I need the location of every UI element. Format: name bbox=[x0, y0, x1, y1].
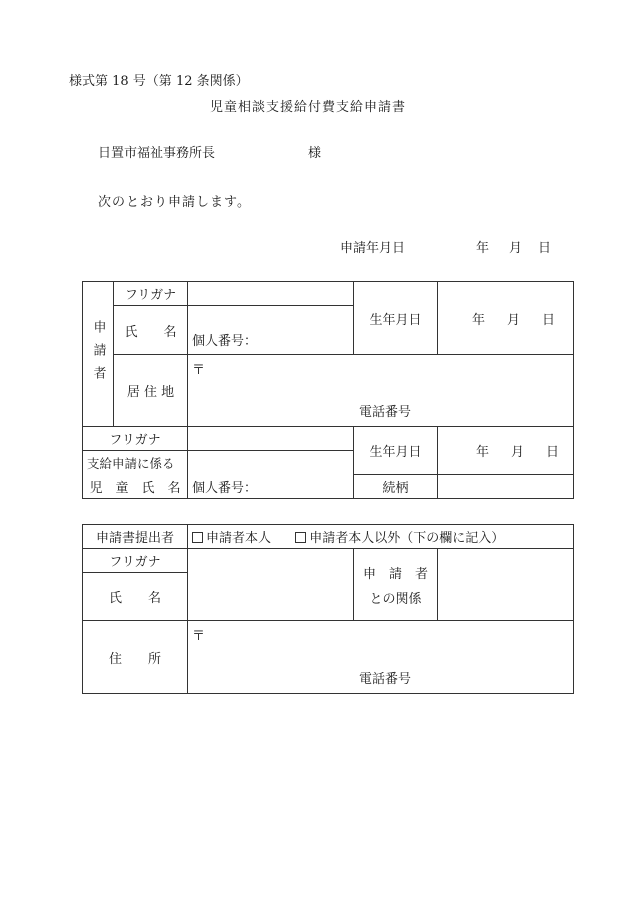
applicant-name-field[interactable] bbox=[188, 306, 354, 355]
form-number: 様式第 18 号（第 12 条関係） bbox=[69, 74, 249, 89]
submitter-option-other[interactable]: 申請者本人以外（下の欄に記入） bbox=[295, 531, 504, 546]
child-furigana-label: フリガナ bbox=[83, 427, 188, 451]
submitter-postal-mark: 〒 bbox=[192, 629, 206, 644]
applicant-furigana-label: フリガナ bbox=[114, 282, 188, 306]
application-date-year[interactable]: 年 bbox=[476, 241, 490, 256]
applicant-table bbox=[82, 281, 574, 499]
submitter-name-label: 氏 名 bbox=[83, 573, 188, 621]
submitter-address-field[interactable] bbox=[188, 621, 574, 694]
submitter-phone-label: 電話番号 bbox=[359, 672, 412, 687]
applicant-personal-number-label: 個人番号： bbox=[192, 334, 258, 349]
submitter-label: 申請書提出者 bbox=[83, 525, 188, 549]
child-birthdate-field[interactable] bbox=[438, 427, 574, 475]
statement: 次のとおり申請します。 bbox=[98, 195, 251, 210]
application-date-month[interactable]: 月 bbox=[509, 241, 523, 256]
birth-day-unit: 日 bbox=[542, 312, 556, 328]
applicant-birthdate-field[interactable] bbox=[438, 282, 574, 355]
child-subject-label: 支給申請に係る bbox=[83, 451, 188, 475]
submitter-relation-label: 申 請 者 との関係 bbox=[354, 549, 438, 621]
birth-year-unit: 年 bbox=[471, 312, 485, 328]
submitter-furigana-label: フリガナ bbox=[83, 549, 188, 573]
checkbox-other[interactable] bbox=[295, 532, 306, 543]
postal-mark: 〒 bbox=[192, 363, 206, 378]
applicant-furigana-field[interactable] bbox=[188, 282, 354, 306]
applicant-section-label: 申請者 bbox=[83, 282, 114, 427]
applicant-phone-label: 電話番号 bbox=[359, 405, 412, 420]
child-name-field[interactable] bbox=[188, 475, 354, 499]
application-date-day[interactable]: 日 bbox=[538, 241, 552, 256]
honorific: 様 bbox=[308, 146, 322, 161]
submitter-option-self[interactable]: 申請者本人 bbox=[192, 531, 271, 546]
checkbox-self[interactable] bbox=[192, 532, 203, 543]
child-relationship-field[interactable] bbox=[438, 475, 574, 499]
child-birth-year-unit: 年 bbox=[475, 445, 489, 460]
child-name-field-top[interactable] bbox=[188, 451, 354, 475]
submitter-address-label: 住 所 bbox=[83, 621, 188, 694]
child-relationship-label: 続柄 bbox=[354, 475, 438, 499]
submitter-relation-field[interactable] bbox=[438, 549, 574, 621]
submitter-table bbox=[82, 524, 574, 694]
child-birth-day-unit: 日 bbox=[546, 445, 560, 460]
applicant-address-field[interactable] bbox=[188, 355, 574, 427]
child-birthdate-label: 生年月日 bbox=[354, 427, 438, 475]
child-birth-month-unit: 月 bbox=[510, 445, 524, 460]
child-name-label: 児 童 氏 名 bbox=[83, 475, 188, 499]
application-date-label: 申請年月日 bbox=[340, 241, 406, 256]
applicant-birthdate-label: 生年月日 bbox=[354, 282, 438, 355]
submitter-options bbox=[188, 525, 574, 549]
submitter-name-field[interactable] bbox=[188, 549, 354, 621]
child-furigana-field[interactable] bbox=[188, 427, 354, 451]
addressee: 日置市福祉事務所長 bbox=[98, 146, 216, 161]
applicant-name-label: 氏 名 bbox=[114, 306, 188, 355]
child-personal-number-label: 個人番号： bbox=[192, 480, 258, 496]
form-title: 児童相談支援給付費支給申請書 bbox=[210, 100, 407, 115]
birth-month-unit: 月 bbox=[506, 312, 520, 328]
applicant-address-label: 居 住 地 bbox=[114, 355, 188, 427]
